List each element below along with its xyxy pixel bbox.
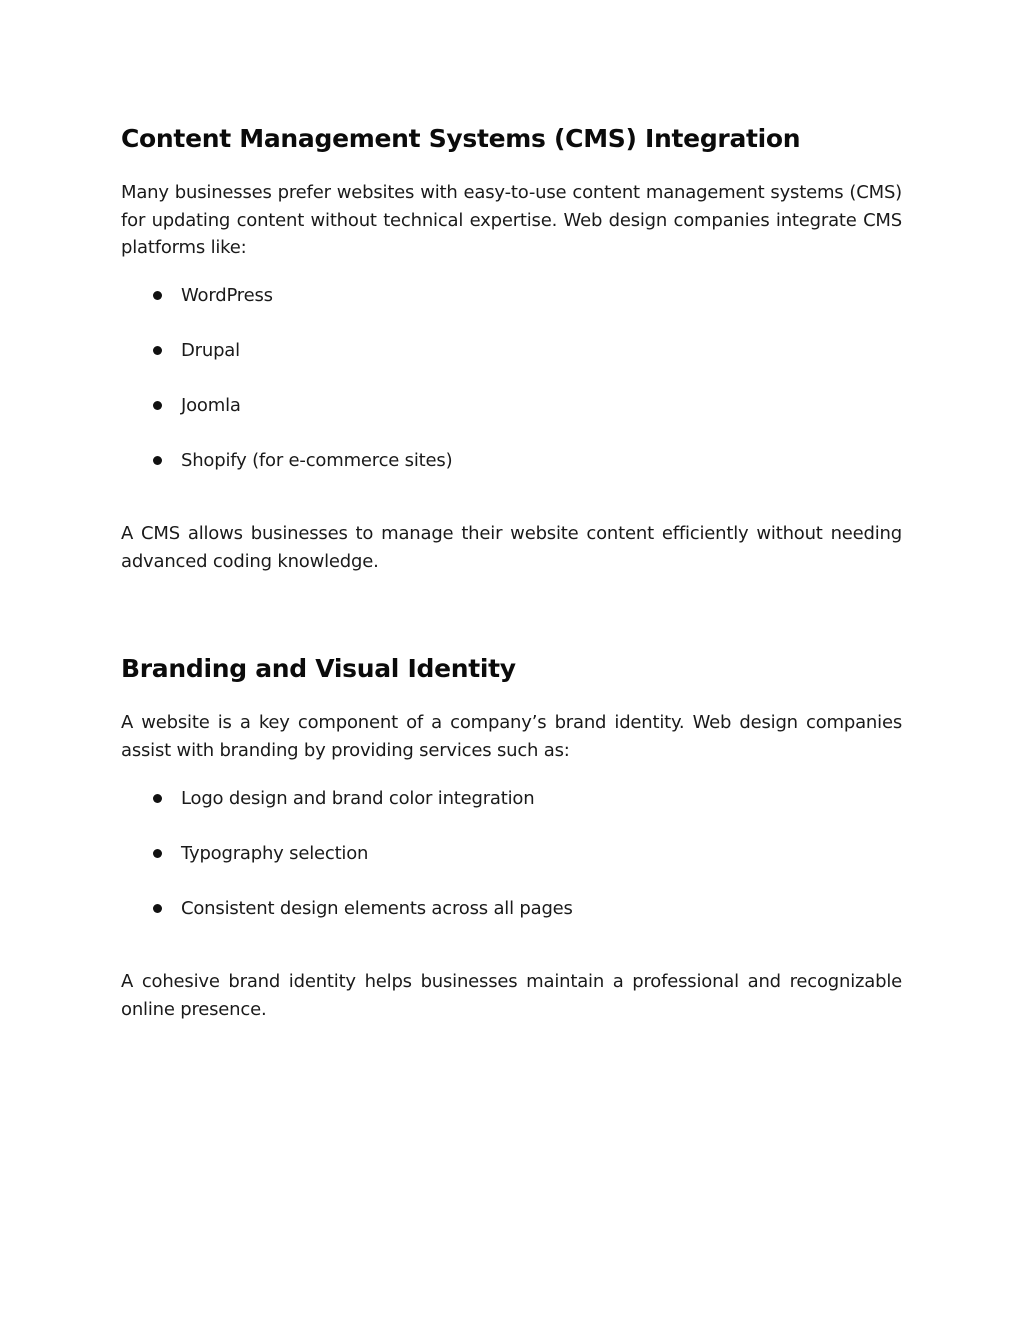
list-item-text: Consistent design elements across all pages — [181, 898, 573, 919]
list-item — [121, 840, 902, 867]
branding-services-list — [121, 785, 902, 922]
bullet-icon — [153, 456, 162, 465]
bullet-icon — [153, 849, 162, 858]
list-item — [121, 282, 902, 309]
list-item-text: Joomla — [181, 395, 241, 416]
list-item — [121, 785, 902, 812]
section-closing-cms: A CMS allows businesses to manage their website content efficiently without needing advanced coding knowledge. — [121, 523, 902, 572]
list-item-text: Drupal — [181, 340, 240, 361]
bullet-icon — [153, 291, 162, 300]
cms-platform-list — [121, 282, 902, 474]
section-heading-cms: Content Management Systems (CMS) Integration — [121, 124, 801, 153]
list-item — [121, 392, 902, 419]
section-heading-branding: Branding and Visual Identity — [121, 654, 516, 683]
list-item — [121, 447, 902, 474]
list-item — [121, 895, 902, 922]
list-item-text: Logo design and brand color integration — [181, 788, 535, 809]
section-intro-cms: Many businesses prefer websites with easy-to-use content management systems (CMS) for updating content without technical expertise. Web design companies integrate CMS platforms like: — [121, 182, 902, 258]
section-intro-branding: A website is a key component of a company’s brand identity. Web design companies assist with branding by providing services such as: — [121, 712, 902, 761]
section-closing-branding: A cohesive brand identity helps businesses maintain a professional and recognizable online presence. — [121, 971, 902, 1020]
bullet-icon — [153, 794, 162, 803]
bullet-icon — [153, 401, 162, 410]
list-item — [121, 337, 902, 364]
list-item-text: Typography selection — [181, 843, 369, 864]
list-item-text: Shopify (for e-commerce sites) — [181, 450, 453, 471]
list-item-text: WordPress — [181, 285, 273, 306]
bullet-icon — [153, 346, 162, 355]
bullet-icon — [153, 904, 162, 913]
